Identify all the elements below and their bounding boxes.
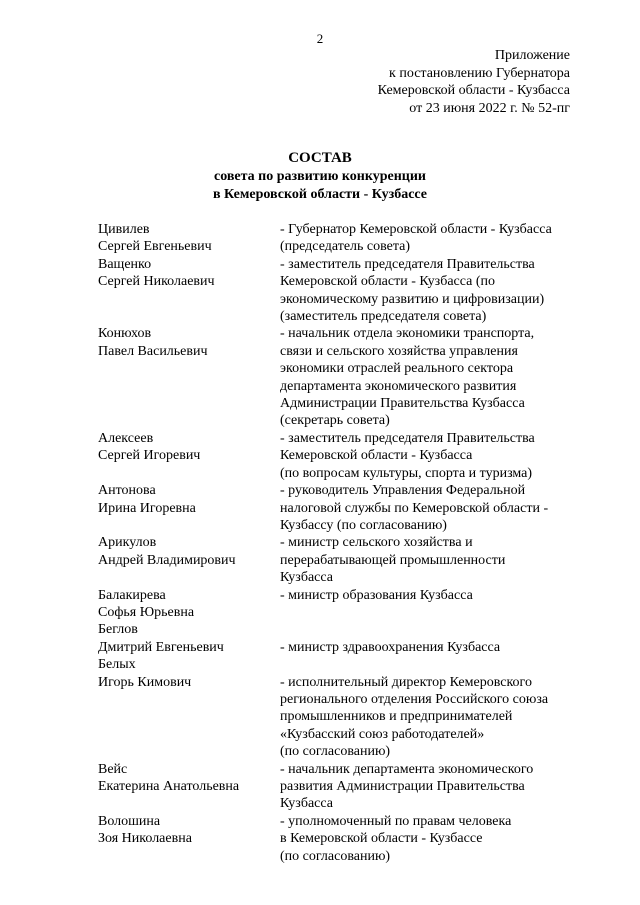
member-role-line: - исполнительный директор Кемеровского	[280, 674, 532, 690]
member-role-line: (по вопросам культуры, спорта и туризма)	[280, 465, 533, 481]
member-role-line: - Губернатор Кемеровской области - Кузбасса	[280, 222, 552, 237]
member-role-line: экономическому развитию и цифровизации)	[280, 291, 545, 307]
member-name-line: Арикулов	[98, 535, 157, 551]
member-role-line: - министр образования Кузбасса	[280, 587, 473, 603]
page-number: 2	[316, 31, 324, 46]
member-role-line: - министр здравоохранения Кузбасса	[280, 639, 501, 655]
member-name-line: Антонова	[98, 483, 156, 499]
member-role-line: «Кузбасский союз работодателей»	[280, 726, 485, 742]
appendix-line: Приложение	[494, 48, 570, 63]
member-row	[98, 813, 588, 865]
member-name-line: Павел Васильевич	[98, 343, 208, 359]
member-row	[98, 656, 588, 760]
member-row	[98, 621, 588, 656]
member-role-line: экономики отраслей реального сектора	[280, 361, 514, 377]
member-name	[98, 534, 280, 586]
member-role	[280, 813, 580, 865]
member-row	[98, 221, 588, 256]
appendix-header	[378, 47, 570, 117]
member-name-line: Белых	[98, 657, 136, 673]
member-role-line: в Кемеровской области - Кузбассе	[280, 831, 483, 847]
member-role-line: (председатель совета)	[280, 239, 411, 255]
member-row	[98, 430, 588, 482]
member-role-line: промышленников и предпринимателей	[280, 709, 513, 725]
member-name	[98, 761, 280, 813]
member-name-line: Сергей Евгеньевич	[98, 239, 212, 255]
member-row	[98, 534, 588, 586]
member-role-line: Кузбассу (по согласованию)	[280, 517, 447, 533]
member-role	[280, 221, 580, 256]
member-name	[98, 256, 280, 326]
appendix-line: Кемеровской области - Кузбасса	[377, 83, 570, 98]
member-row	[98, 761, 588, 813]
member-role-line: Администрации Правительства Кузбасса	[280, 396, 525, 412]
member-role-line: - уполномоченный по правам человека	[280, 813, 512, 829]
title-subheading: в Кемеровской области - Кузбассе	[212, 187, 428, 202]
document-title	[0, 149, 640, 204]
member-role-line: связи и сельского хозяйства управления	[280, 343, 518, 359]
title-heading: СОСТАВ	[288, 150, 352, 166]
member-role-line: Кузбасса	[280, 796, 333, 812]
appendix-line: от 23 июня 2022 г. № 52-пг	[409, 100, 570, 116]
member-role	[280, 587, 580, 622]
member-name-line: Беглов	[98, 622, 138, 638]
member-role	[280, 656, 580, 760]
member-role-line: - руководитель Управления Федеральной	[280, 483, 526, 499]
member-role	[280, 761, 580, 813]
member-row	[98, 482, 588, 534]
member-name	[98, 587, 280, 622]
member-role-line: (секретарь совета)	[280, 413, 390, 429]
member-role-line: - заместитель председателя Правительства	[280, 256, 535, 272]
members-list	[98, 221, 588, 865]
member-name-line: Сергей Николаевич	[98, 274, 215, 290]
member-role-line: - начальник департамента экономического	[280, 761, 534, 777]
member-role-line: - заместитель председателя Правительства	[280, 430, 535, 446]
member-name-line: Конюхов	[98, 326, 152, 342]
member-role-line: регионального отделения Российского союза	[280, 691, 549, 707]
member-role-line: развития Администрации Правительства	[280, 779, 525, 794]
member-row	[98, 256, 588, 326]
member-name-line: Алексеев	[98, 430, 154, 446]
member-role-line: Кемеровской области - Кузбасса (по	[280, 274, 495, 290]
member-name-line: Софья Юрьевна	[98, 604, 195, 620]
member-role-line: департамента экономического развития	[280, 378, 517, 394]
member-role-line: (по согласованию)	[280, 744, 391, 760]
member-role	[280, 621, 580, 656]
member-role	[280, 482, 580, 534]
member-row	[98, 587, 588, 622]
member-name	[98, 325, 280, 429]
member-name	[98, 482, 280, 534]
member-name-line: Ващенко	[98, 256, 152, 272]
member-role	[280, 430, 580, 482]
appendix-line: к постановлению Губернатора	[389, 65, 570, 81]
member-name-line: Андрей Владимирович	[98, 552, 236, 568]
member-name-line: Вейс	[98, 761, 128, 777]
member-name	[98, 813, 280, 865]
member-name-line: Волошина	[98, 813, 161, 829]
member-name-line: Цивилев	[98, 222, 150, 237]
member-name-line: Балакирева	[98, 587, 166, 603]
member-role-line: - начальник отдела экономики транспорта,	[280, 326, 535, 342]
member-role-line: Кузбасса	[280, 570, 333, 586]
member-role	[280, 534, 580, 586]
member-name	[98, 656, 280, 760]
member-name-line: Ирина Игоревна	[98, 500, 196, 516]
member-role-line	[280, 656, 580, 673]
member-name	[98, 221, 280, 256]
member-name	[98, 621, 280, 656]
member-role-line: (заместитель председателя совета)	[280, 309, 487, 325]
member-name-line: Дмитрий Евгеньевич	[98, 639, 224, 655]
member-role-line: налоговой службы по Кемеровской области -	[280, 500, 549, 516]
member-name-line: Сергей Игоревич	[98, 448, 201, 464]
member-role	[280, 256, 580, 326]
member-role-line: (по согласованию)	[280, 848, 391, 864]
member-role-line: - министр сельского хозяйства и	[280, 535, 473, 551]
member-role	[280, 325, 580, 429]
member-name-line: Игорь Кимович	[98, 674, 192, 690]
member-role-line: перерабатывающей промышленности	[280, 552, 506, 568]
title-subheading: совета по развитию конкуренции	[213, 169, 427, 184]
member-role-line	[280, 621, 580, 638]
member-row	[98, 325, 588, 429]
member-role-line: Кемеровской области - Кузбасса	[280, 448, 473, 464]
member-name-line: Зоя Николаевна	[98, 831, 192, 847]
member-name-line: Екатерина Анатольевна	[98, 779, 240, 794]
member-name	[98, 430, 280, 482]
